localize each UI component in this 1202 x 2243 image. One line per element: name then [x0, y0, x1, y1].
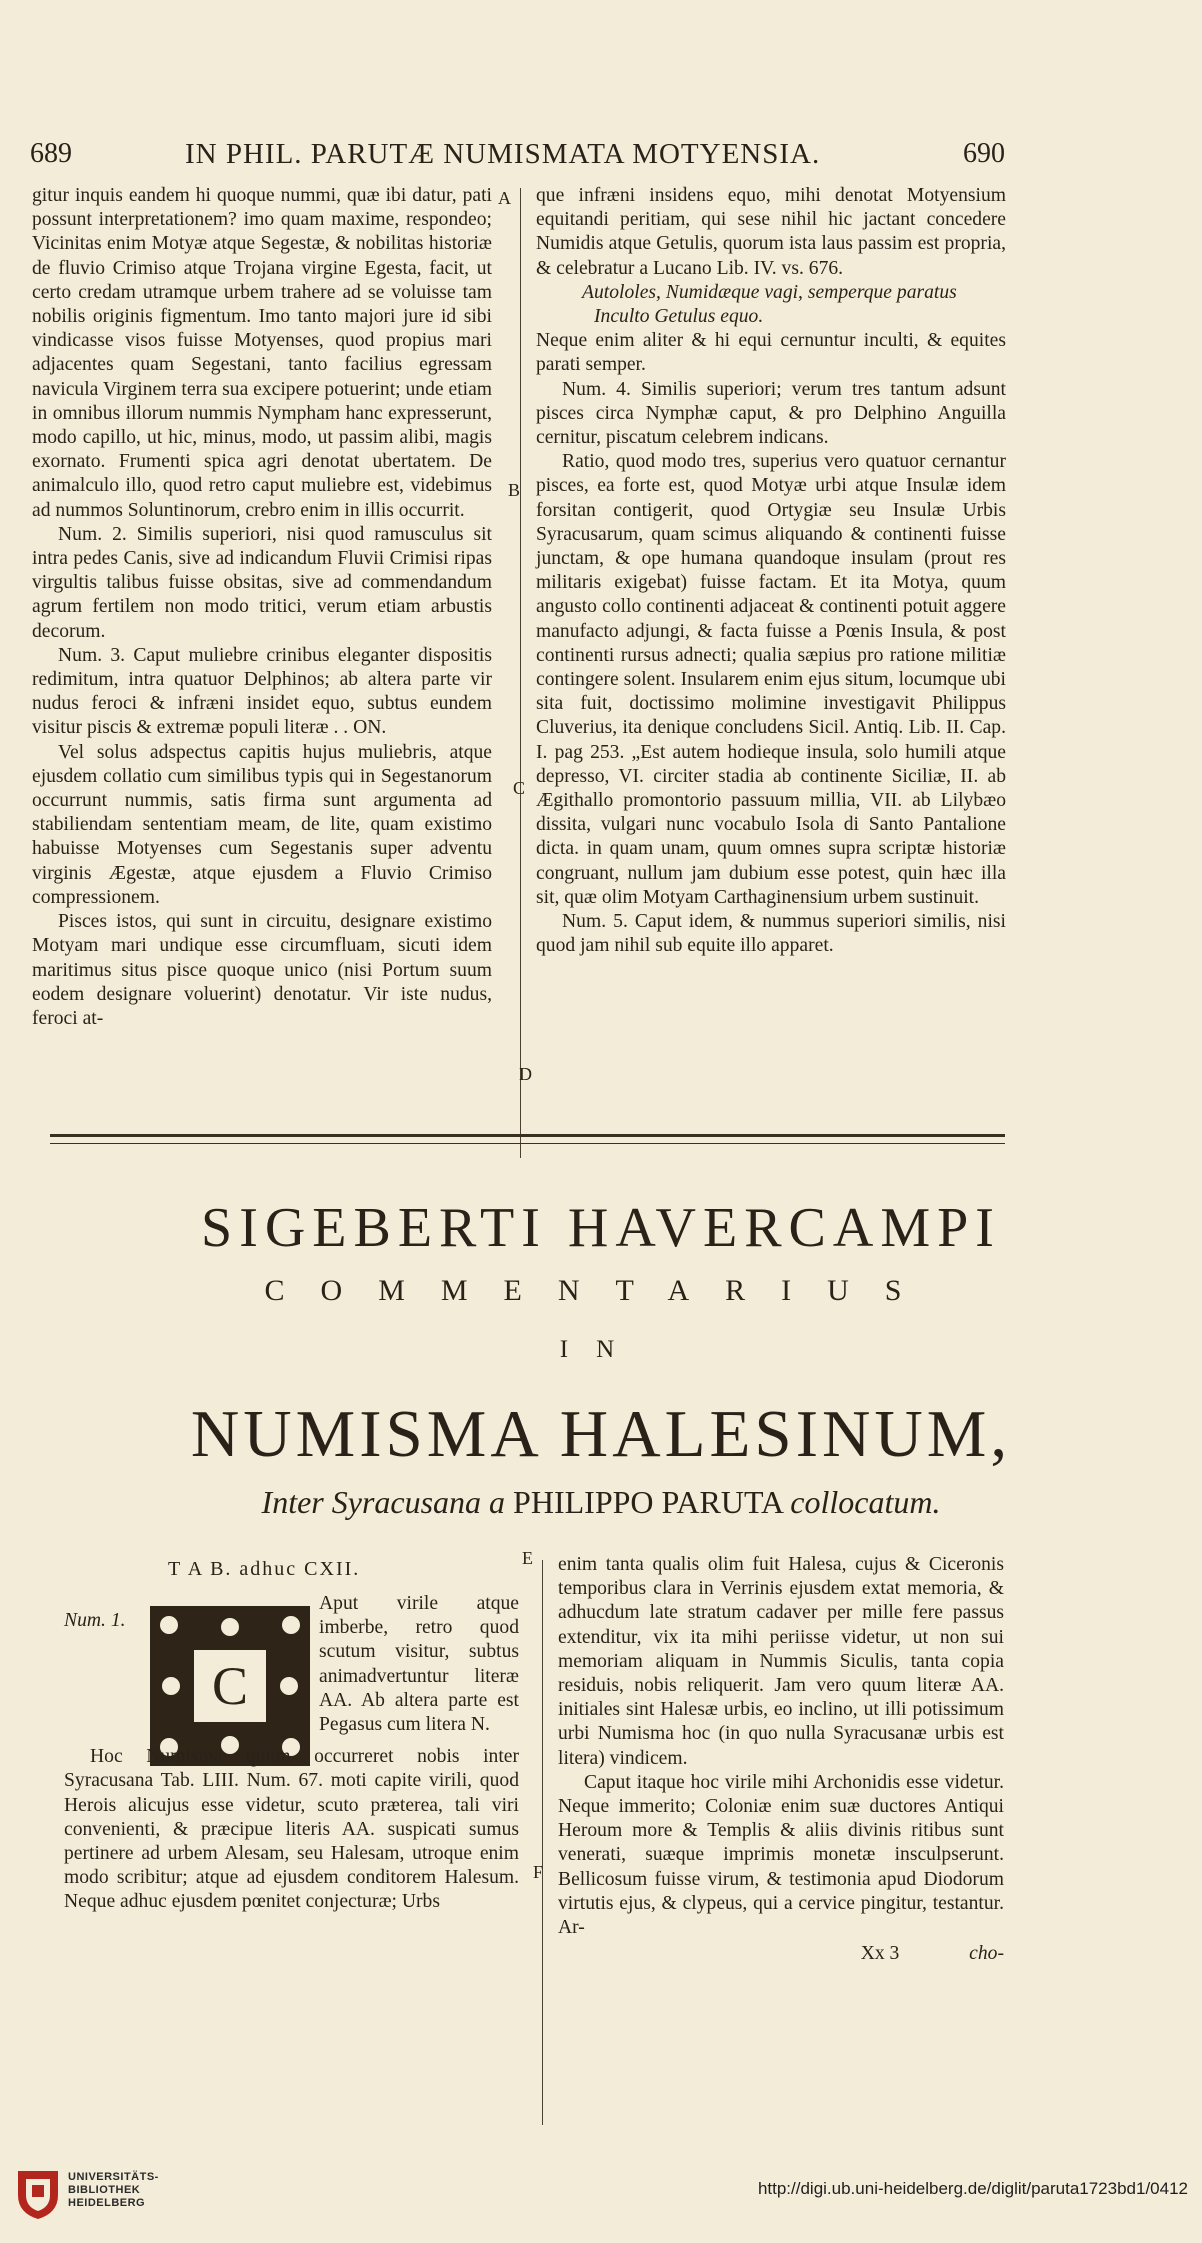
running-head	[30, 138, 1005, 178]
margin-letter-f: F	[533, 1862, 544, 1882]
paragraph: Num. 2. Similis superiori, nisi quod ramusculus sit intra pedes Canis, sive ad indicandum Fluvii Crimisi ripas virgultis talibus fuisse obsitas, sive ad commendandum agrum fertilem non modo tritici, verum etiam arbustis decorum.	[32, 523, 492, 642]
page-signature-line	[558, 1942, 1004, 1966]
plate-reference: T A B. adhuc CXII.	[168, 1558, 361, 1580]
title-subtitle	[0, 1484, 1202, 1521]
paragraph: Vel solus adspectus capitis hujus muliebris, atque ejusdem collatio cum similibus typis qui in Segestanorum occurrunt nummis, satis firma sunt argumenta ad stabiliendam sententiam meam, de lite, quam existimo habuisse Motyenses cum Segestanis super adventu virginis Ægestæ, atque ejusdem a Fluvio Crimiso compressionem.	[32, 741, 492, 908]
upper-left-column	[32, 184, 492, 1031]
university-seal-icon	[14, 2165, 62, 2221]
paragraph: Pisces istos, qui sunt in circuitu, designare existimo Motyam mari undique esse circumfluam, sicuti idem maritimus situs pisce quoque unico (nisi Portum suum eodem designare voluerint) denotatur. Vir iste nudus, feroci at-	[32, 911, 492, 1029]
paragraph: Aput virile atque imberbe, retro quod scutum visitur, subtus animadvertuntur literæ AA. Ab altera parte est Pegasus cum litera N.	[319, 1593, 519, 1736]
source-url-link[interactable]: http://digi.ub.uni-heidelberg.de/diglit/paruta1723bd1/0412	[757, 2179, 1188, 2198]
library-line: UNIVERSITÄTS-	[68, 2171, 159, 2183]
column-rule	[542, 1560, 543, 2125]
paragraph: Num. 5. Caput idem, & nummus superiori similis, nisi quod jam nihil sub equite illo apparet.	[536, 911, 1006, 957]
paragraph: Neque enim aliter & hi equi cernuntur inculti, & equites parati semper.	[536, 330, 1006, 376]
signature-mark: Xx 3	[860, 1943, 900, 1965]
upper-right-column	[536, 184, 1006, 959]
title-author: SIGEBERTI HAVERCAMPI	[201, 1197, 1001, 1259]
margin-letter-c: C	[513, 778, 526, 798]
page-number-left: 689	[30, 138, 72, 169]
subtitle-name: PHILIPPO PARUTA	[513, 1484, 783, 1520]
title-in: IN	[559, 1336, 643, 1363]
margin-letter-d: D	[519, 1064, 532, 1084]
library-line: HEIDELBERG	[68, 2197, 146, 2209]
drop-cap-letter: C	[190, 1646, 270, 1726]
paragraph: Hoc Numisma quum occurreret nobis inter Syracusana Tab. LIII. Num. 67. moti capite virili, quod Herois alicujus esse videtur, scuto præterea, tali viri convenienti, & præcipue literis AA. suspicati sumus pertinere ad urbem Alesam, seu Halesam, utroque enim modo scribitur; atque ad ejusdem conditorem Halesum. Neque adhuc ejusdem pœnitet conjecturæ; Urbs	[64, 1746, 519, 1913]
title-subject: NUMISMA HALESINUM,	[190, 1397, 1012, 1471]
subtitle-pre: Inter Syracusana a	[261, 1484, 506, 1520]
lower-left-column	[64, 1592, 519, 1915]
paragraph: Ratio, quod modo tres, superius vero quatuor cernantur pisces, ea forte est, quod Motyæ urbi atque Insulæ idem forsitan contigerit, quod Ortygiæ seu Insulæ Urbis Syracusarum, quam scimus aliquando & continenti fuisse junctam, & ope humana quandoque insulam (prout res militaris exigebat) fuisse factam. Et ita Motya, quum angusto collo continenti adjaceat & continenti potuit aggere manufacto adjungi, & facta fuisse a Pœnis Insula, & post continenti rursus adnecti; qualia sæpius pro ratione militiæ contingere solent. Insularem enim ejus situm, locumque ubi sita fuit, doctissimo molimine investigavit Philippus Cluverius, ita denique concludens Sicil. Antiq. Lib. II. Cap. I. pag 253. „Est autem hodieque insula, solo humili atque depresso, VI. circiter stadia ab continente Siciliæ, II. ab Ægithallo promontorio passuum millia, VII. ab Lilybæo dissita, vulgari nunc vocabulo Isola di Santo Pantalione dicta. in quam unam, quum omnes supra scriptæ historiæ congruant, nullum jam dubium esse potest, quin hæc illa sit, quæ olim Motyam Carthaginensium urbem sustinuit.	[536, 451, 1006, 908]
margin-letter-b: B	[508, 480, 521, 500]
margin-letter-e: E	[522, 1548, 533, 1568]
subtitle-post: collocatum.	[790, 1484, 941, 1520]
margin-letter-a: A	[498, 188, 511, 208]
section-divider	[50, 1134, 1005, 1144]
library-name	[68, 2171, 159, 2210]
running-title: IN PHIL. PARUTÆ NUMISMATA MOTYENSIA.	[185, 138, 821, 170]
lower-right-column	[558, 1553, 1004, 1966]
library-line: BIBLIOTHEK	[68, 2184, 141, 2196]
digitization-footer	[0, 2155, 1202, 2243]
paragraph: Num. 4. Similis superiori; verum tres tantum adsunt pisces circa Nymphæ caput, & pro Delphino Anguilla cernitur, piscatum celebrem indicans.	[536, 378, 1006, 449]
verse-line: Autololes, Numidæque vagi, semperque paratus	[582, 281, 957, 303]
title-commentarius: COMMENTARIUS	[264, 1274, 938, 1307]
column-rule	[520, 188, 521, 1158]
catchword: cho-	[969, 1943, 1004, 1965]
paragraph: que infræni insidens equo, mihi denotat Motyensium equitandi peritiam, qui sese nihil hic jactant concedere Numidis atque Getulis, quorum ista laus passim est propria, & celebratur a Lucano Lib. IV. vs. 676.	[536, 185, 1006, 279]
paragraph: enim tanta qualis olim fuit Halesa, cujus & Ciceronis temporibus clara in Verrinis ejusdem extat memoria, & adhucdum late stratum cadaver per mille fere passus extenditur, vix ita mihi periisse videtur, ut non sui memoriam aliquam in Nummis Siculis, tanta copia residuis, nobis reliquerit. Jam vero quum literæ AA. initiales sint Halesæ urbis, eo inclino, ut illi potissimum urbi Numisma hoc (in quo nulla Syracusanæ urbis est litera) vindicem.	[558, 1554, 1004, 1769]
paragraph: gitur inquis eandem hi quoque nummi, quæ ibi datur, pati possunt interpretationem? imo quam maxime, respondeo; Vicinitas enim Motyæ atque Segestæ, & nobilitas historiæ de fluvio Crimiso atque Trojana virgine Egesta, facit, ut certo credam utramque urbem trahere ad se voluisse tam nobilis originis figmentum. Imo tanto majori jure id sibi vindicasse visos fuisse Motyenses, quod propius mari adjacentes quam Segestani, tanto facilius egressam navicula Virginem terra sua excipere potuerint; unde etiam in omnibus illorum nummis Nympham hanc expresserunt, modo capillo, ut hic, minus, modo, ut passim alibi, magis exornato. Frumenti spica agri denotat ubertatem. De animalculo illo, quod retro caput muliebre est, videbimus ad nummos Soluntinorum, crebro enim in illis occurrit.	[32, 185, 493, 521]
paragraph: Caput itaque hoc virile mihi Archonidis esse videtur. Neque immerito; Coloniæ enim suæ ductores Antiqui Heroum more & Templis & aliis divinis ritibus sunt venerati, suæque imprimis monetæ insculpserunt. Bellicosum fuisse virum, & testimonia apud Diodorum virtutis ejus, & clypeus, qui a cervice pingitur, testantur. Ar-	[558, 1771, 1004, 1939]
paragraph: Num. 3. Caput muliebre crinibus eleganter dispositis redimitum, intra quatuor Delphinos; ab altera parte vir nudus feroci & infræni insidet equo, subtus eundem visitur piscis & extremæ populi literæ . . ON.	[32, 644, 492, 739]
verse-line: Inculto Getulus equo.	[594, 306, 764, 328]
item-number-label: Num. 1.	[64, 1610, 126, 1631]
page-number-right: 690	[963, 138, 1005, 169]
